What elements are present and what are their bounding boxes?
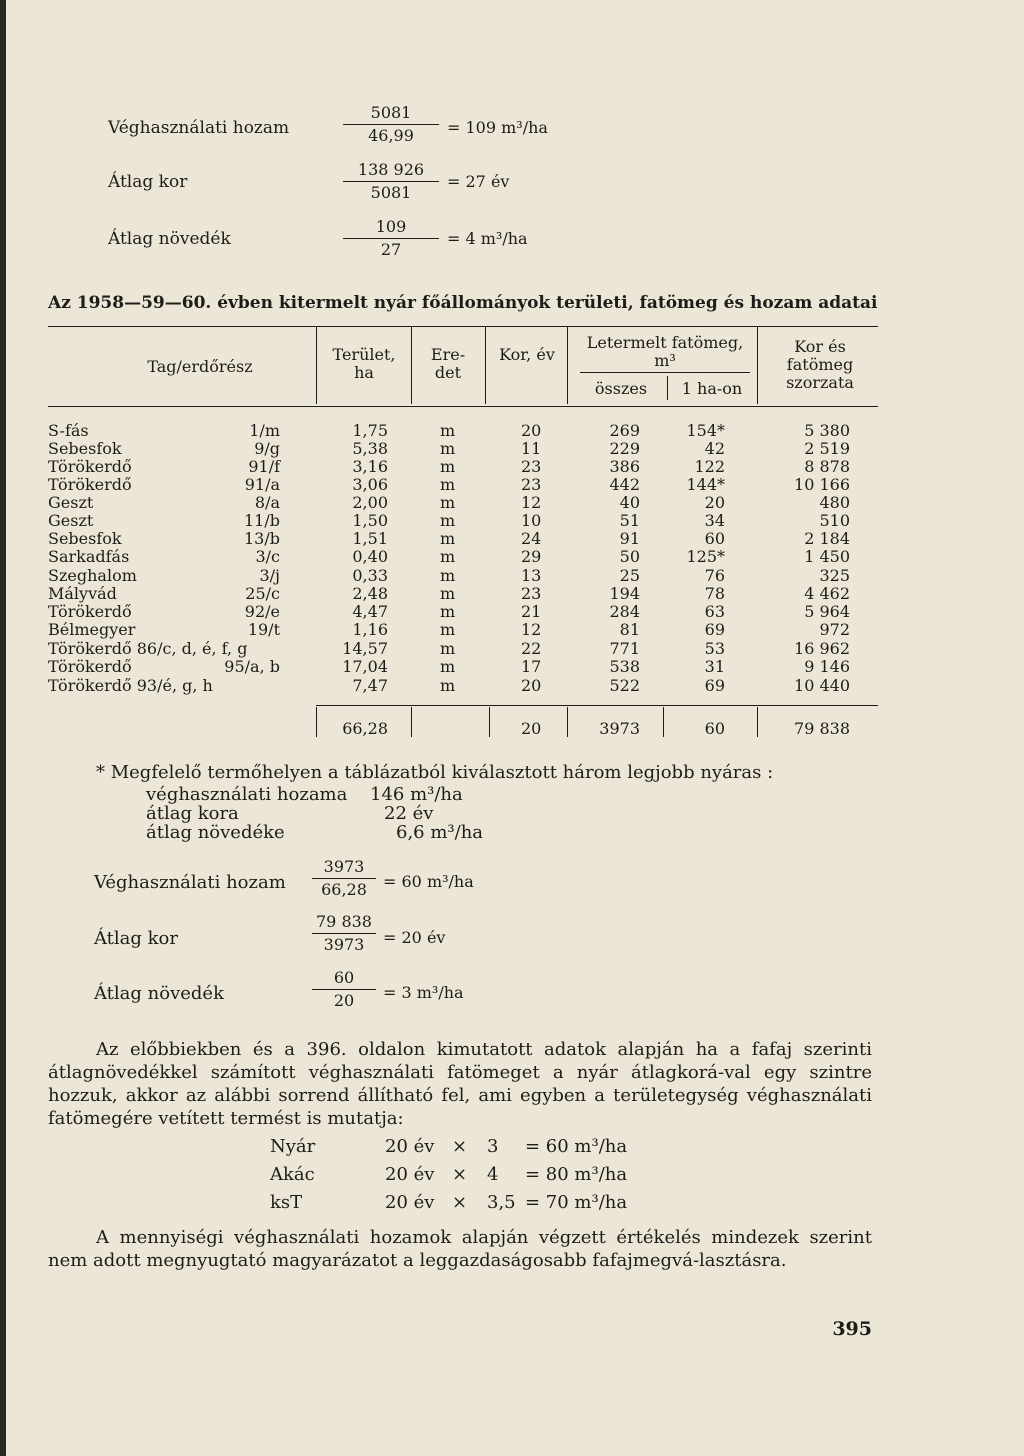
header-szorzat: Kor és fatömeg szorzata (786, 337, 854, 392)
ranking-years: 20 év (385, 1164, 435, 1185)
table-cell: 538 (609, 657, 640, 676)
totals-row (0, 720, 1024, 738)
table-cell: m (440, 584, 456, 603)
multiply-icon: × (452, 1164, 468, 1185)
table-cell: 5 964 (804, 602, 850, 621)
table-cell: m (440, 511, 456, 530)
table-cell: 3/c (255, 547, 280, 566)
footnote-value: 146 m³/ha (370, 784, 463, 805)
ranking-result: = 70 m³/ha (525, 1192, 628, 1213)
table-cell: m (440, 639, 456, 658)
table-row (0, 640, 1024, 658)
paragraph-2: A mennyiségi véghasználati hozamok alapján végzett értékelés mindezek szerint nem adott megnyugtató magyarázatot a leggazdaságosabb fafajmegvá-lasztásra. (48, 1227, 872, 1271)
table-row (0, 476, 1024, 494)
ranking-factor: 4 (487, 1164, 499, 1185)
table-row (0, 494, 1024, 512)
table-cell: Szeghalom (48, 566, 137, 585)
table-cell: 1,16 (352, 620, 388, 639)
table-row (0, 440, 1024, 458)
table-cell: 10 (521, 511, 542, 530)
table-cell: 40 (619, 493, 640, 512)
header-osszes: összes (594, 379, 648, 398)
table-top-rule (48, 326, 878, 327)
page-number: 395 (832, 1318, 872, 1340)
table-cell: 1,75 (352, 421, 388, 440)
ranking-species: Nyár (270, 1136, 316, 1157)
table-cell: 69 (704, 620, 725, 639)
table-cell: 63 (704, 602, 725, 621)
table-cell: 25 (619, 566, 640, 585)
table-cell: 23 (521, 475, 542, 494)
table-cell: 10 440 (794, 676, 850, 695)
multiply-icon: × (452, 1192, 468, 1213)
table-cell: m (440, 547, 456, 566)
table-cell: 91/f (248, 457, 280, 476)
table-row (0, 512, 1024, 530)
table-cell: m (440, 676, 456, 695)
table-title: Az 1958—59—60. évben kitermelt nyár főállományok területi, fatömeg és hozam adatai (48, 293, 878, 313)
table-row (0, 621, 1024, 639)
table-cell: 3,06 (352, 475, 388, 494)
table-cell: 66,28 (342, 719, 388, 738)
table-cell: 24 (521, 529, 542, 548)
footnote-label: átlag kora (146, 803, 239, 824)
ranking-species: ksT (270, 1192, 303, 1213)
ranking-species: Akác (270, 1164, 315, 1185)
table-cell: 14,57 (342, 639, 388, 658)
table-row (0, 530, 1024, 548)
table-cell: 771 (609, 639, 640, 658)
col-divider (567, 326, 568, 404)
table-cell: 1,51 (352, 529, 388, 548)
table-cell: 7,47 (352, 676, 388, 695)
table-cell: Törökerdő (48, 457, 132, 476)
table-cell: 51 (619, 511, 640, 530)
table-cell: m (440, 566, 456, 585)
table-cell: 11/b (244, 511, 280, 530)
table-cell: 16 962 (794, 639, 850, 658)
table-cell: Geszt (48, 511, 94, 530)
table-cell: 13 (521, 566, 542, 585)
table-cell: 229 (609, 439, 640, 458)
multiply-icon: × (452, 1136, 468, 1157)
table-cell: 972 (819, 620, 850, 639)
table-cell: 3/j (259, 566, 280, 585)
table-cell: 50 (619, 547, 640, 566)
table-cell: 79 838 (794, 719, 850, 738)
header-eredet: Ere-det (430, 345, 466, 382)
table-cell: 78 (704, 584, 725, 603)
table-cell: 269 (609, 421, 640, 440)
footnote-intro: * Megfelelő termőhelyen a táblázatból kiválasztott három legjobb nyáras : (96, 762, 774, 783)
table-cell: 194 (609, 584, 640, 603)
table-cell: 9 146 (804, 657, 850, 676)
table-cell: 122 (694, 457, 725, 476)
table-cell: 17 (521, 657, 542, 676)
table-cell: Sebesfok (48, 439, 122, 458)
table-cell: 154* (686, 421, 725, 440)
ranking-factor: 3,5 (487, 1192, 516, 1213)
table-cell: 20 (521, 421, 542, 440)
table-cell: 31 (704, 657, 725, 676)
table-cell: Bélmegyer (48, 620, 136, 639)
header-ha-on: 1 ha-on (681, 379, 743, 398)
table-cell: 53 (704, 639, 725, 658)
table-cell: 0,40 (352, 547, 388, 566)
table-cell: 23 (521, 457, 542, 476)
table-cell: 3973 (599, 719, 640, 738)
table-cell: Sarkadfás (48, 547, 130, 566)
table-header-rule (48, 406, 878, 407)
formula-label: Véghasználati hozam (108, 118, 290, 138)
table-cell: 5 380 (804, 421, 850, 440)
table-cell: 23 (521, 584, 542, 603)
table-cell: 25/c (245, 584, 280, 603)
footnote-value: 6,6 m³/ha (396, 822, 484, 843)
table-cell: 10 166 (794, 475, 850, 494)
table-cell: 125* (686, 547, 725, 566)
table-cell: 76 (704, 566, 725, 585)
table-cell: Sebesfok (48, 529, 122, 548)
subheader-rule (580, 372, 750, 373)
table-cell: 22 (521, 639, 542, 658)
table-row (0, 603, 1024, 621)
fraction: 109 27 (343, 218, 439, 259)
table-cell: 81 (619, 620, 640, 639)
table-cell: 11 (521, 439, 542, 458)
table-cell: m (440, 602, 456, 621)
table-cell: m (440, 620, 456, 639)
table-cell: Törökerdő (48, 657, 132, 676)
table-cell: 9/g (254, 439, 280, 458)
table-row (0, 422, 1024, 440)
fraction: 5081 46,99 (343, 104, 439, 145)
table-cell: 91/a (244, 475, 280, 494)
table-cell: 4,47 (352, 602, 388, 621)
table-cell: Törökerdő 93/é, g, h (48, 676, 213, 695)
table-cell: 20 (521, 719, 542, 738)
table-cell: Törökerdő (48, 475, 132, 494)
col-divider (667, 376, 668, 400)
ranking-years: 20 év (385, 1192, 435, 1213)
footnote-label: átlag növedéke (146, 822, 285, 843)
table-cell: S-fás (48, 421, 89, 440)
formula-result: = 20 év (383, 928, 446, 947)
table-cell: 17,04 (342, 657, 388, 676)
table-cell: 510 (819, 511, 850, 530)
table-cell: 69 (704, 676, 725, 695)
table-cell: 284 (609, 602, 640, 621)
table-cell: 12 (521, 493, 542, 512)
table-cell: m (440, 657, 456, 676)
formula-result: = 3 m³/ha (383, 983, 464, 1002)
ranking-result: = 60 m³/ha (525, 1136, 628, 1157)
table-cell: m (440, 439, 456, 458)
ranking-factor: 3 (487, 1136, 499, 1157)
table-cell: Törökerdő 86/c, d, é, f, g (48, 639, 248, 658)
table-cell: 42 (704, 439, 725, 458)
table-cell: 0,33 (352, 566, 388, 585)
table-cell: m (440, 421, 456, 440)
table-cell: m (440, 475, 456, 494)
table-cell: 19/t (247, 620, 280, 639)
table-cell: 20 (704, 493, 725, 512)
table-cell: 92/e (244, 602, 280, 621)
table-cell: 12 (521, 620, 542, 639)
table-cell: 60 (704, 529, 725, 548)
col-divider (757, 326, 758, 404)
table-cell: Törökerdő (48, 602, 132, 621)
table-cell: 480 (819, 493, 850, 512)
formula-label: Átlag kor (94, 928, 178, 949)
formula-label: Véghasználati hozam (94, 872, 286, 893)
table-row (0, 458, 1024, 476)
table-cell: 8 878 (804, 457, 850, 476)
table-cell: 1 450 (804, 547, 850, 566)
header-tag: Tag/erdőrész (147, 357, 253, 376)
table-cell: 34 (704, 511, 725, 530)
table-row (0, 567, 1024, 585)
paragraph-1: Az előbbiekben és a 396. oldalon kimutatott adatok alapján ha a fafaj szerinti átlagnövedékkel számított véghasználati fatömeget a nyár átlagkorá-val egy szintre hozzuk, akkor az alábbi sorrend állítható fel, ami egyben a területegység véghasználati fatömegére vetített termést is mutatja: (48, 1039, 872, 1129)
table-cell: m (440, 457, 456, 476)
table-cell: 95/a, b (224, 657, 280, 676)
header-terulet: Terület, ha (332, 345, 396, 382)
table-cell: 91 (619, 529, 640, 548)
table-cell: Geszt (48, 493, 94, 512)
col-divider (316, 326, 317, 404)
table-cell: 8/a (254, 493, 280, 512)
table-cell: 1/m (249, 421, 280, 440)
table-cell: 522 (609, 676, 640, 695)
table-cell: m (440, 493, 456, 512)
table-cell: 386 (609, 457, 640, 476)
table-cell: m (440, 529, 456, 548)
fraction: 3973 66,28 (312, 858, 376, 899)
formula-result: = 4 m³/ha (447, 229, 528, 248)
col-divider (485, 326, 486, 404)
formula-label: Átlag növedék (94, 983, 224, 1004)
table-cell: Mályvád (48, 584, 117, 603)
table-cell: 2 519 (804, 439, 850, 458)
header-letermelt: Letermelt fatömeg, m³ (586, 333, 744, 370)
fraction: 79 838 3973 (312, 913, 376, 954)
fraction: 138 926 5081 (343, 161, 439, 202)
table-row (0, 585, 1024, 603)
table-cell: 325 (819, 566, 850, 585)
table-cell: 29 (521, 547, 542, 566)
table-cell: 2,48 (352, 584, 388, 603)
table-row (0, 658, 1024, 676)
table-cell: 442 (609, 475, 640, 494)
table-cell: 2,00 (352, 493, 388, 512)
table-cell: 21 (521, 602, 542, 621)
formula-result: = 109 m³/ha (447, 118, 548, 137)
formula-label: Átlag növedék (108, 229, 231, 249)
footnote-value: 22 év (384, 803, 434, 824)
table-cell: 60 (704, 719, 725, 738)
formula-result: = 60 m³/ha (383, 872, 474, 891)
fraction: 60 20 (312, 969, 376, 1010)
col-divider (411, 326, 412, 404)
totals-rule (316, 705, 878, 706)
table-cell: 144* (686, 475, 725, 494)
formula-result: = 27 év (447, 172, 510, 191)
header-kor: Kor, év (499, 345, 555, 364)
table-cell: 1,50 (352, 511, 388, 530)
footnote-label: véghasználati hozama (146, 784, 348, 805)
formula-label: Átlag kor (108, 172, 188, 192)
table-row (0, 548, 1024, 566)
table-cell: 13/b (244, 529, 280, 548)
table-cell: 20 (521, 676, 542, 695)
table-cell: 3,16 (352, 457, 388, 476)
table-row (0, 677, 1024, 695)
table-cell: 4 462 (804, 584, 850, 603)
table-cell: 2 184 (804, 529, 850, 548)
ranking-result: = 80 m³/ha (525, 1164, 628, 1185)
table-cell: 5,38 (352, 439, 388, 458)
ranking-years: 20 év (385, 1136, 435, 1157)
